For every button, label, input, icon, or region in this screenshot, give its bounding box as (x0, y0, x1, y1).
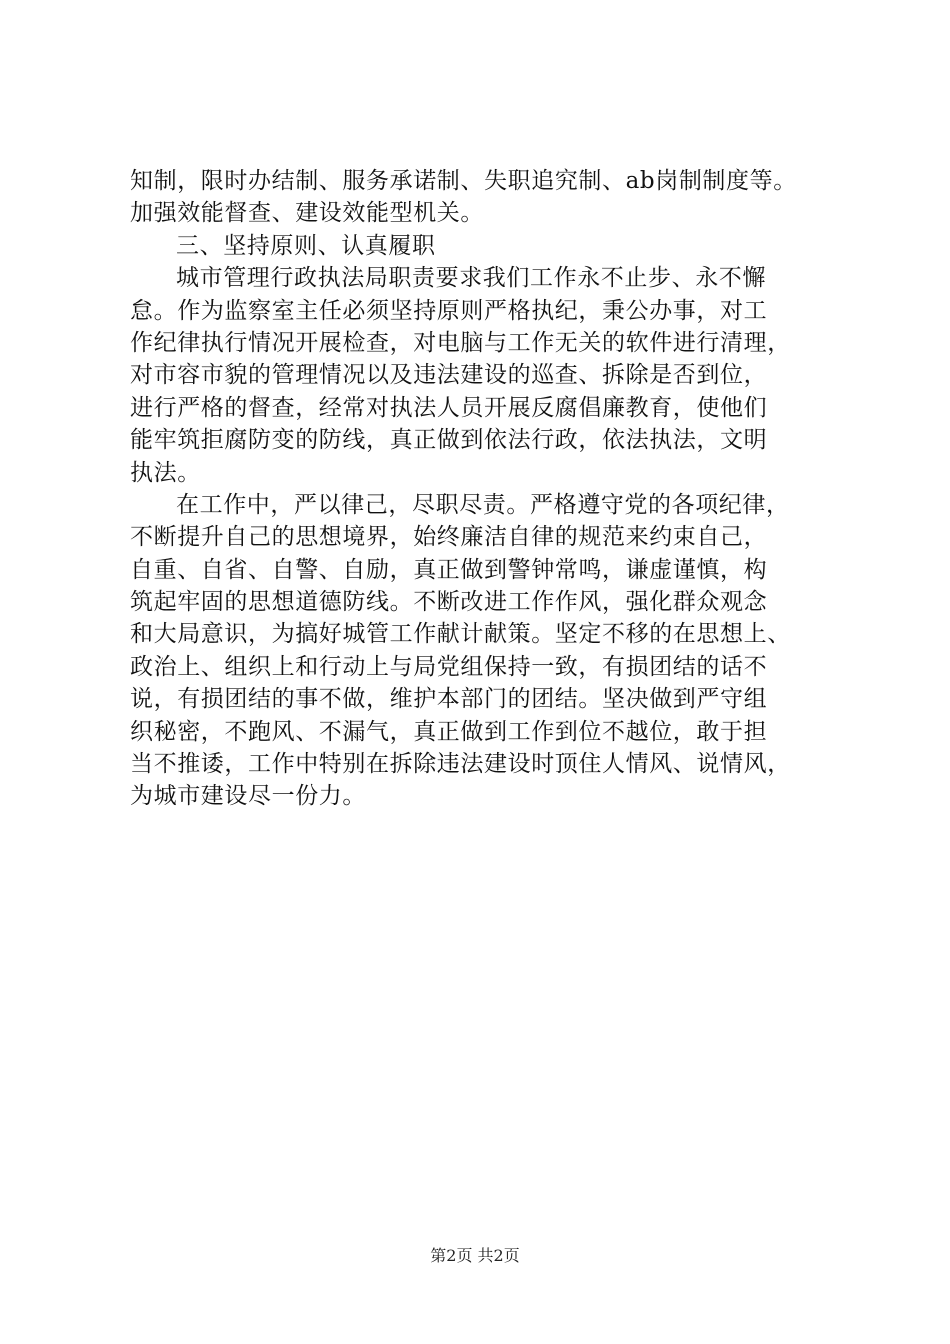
paragraph-line: 对市容市貌的管理情况以及违法建设的巡查、拆除是否到位， (130, 362, 768, 389)
section-heading: 三、坚持原则、认真履职 (176, 232, 436, 259)
document-body (130, 165, 845, 813)
paragraph-line: 加强效能督查、建设效能型机关。 (130, 200, 484, 227)
paragraph-line: 知制，限时办结制、服务承诺制、失职追究制、ab岗制制度等。 (130, 168, 797, 194)
paragraph-line: 和大局意识，为搞好城管工作献计献策。坚定不移的在思想上、 (130, 621, 791, 648)
paragraph-line: 说，有损团结的事不做，维护本部门的团结。坚决做到严守组 (130, 686, 768, 713)
paragraph-line: 作纪律执行情况开展检查，对电脑与工作无关的软件进行清理， (130, 329, 791, 356)
paragraph-line: 为城市建设尽一份力。 (130, 783, 366, 810)
paragraph-line: 能牢筑拒腐防变的防线，真正做到依法行政，依法执法，文明 (130, 427, 768, 454)
paragraph-line: 怠。作为监察室主任必须坚持原则严格执纪，秉公办事，对工 (130, 297, 768, 324)
paragraph-line: 当不推诿，工作中特别在拆除违法建设时顶住人情风、说情风， (130, 751, 791, 778)
paragraph-line: 织秘密，不跑风、不漏气，真正做到工作到位不越位，敢于担 (130, 718, 768, 745)
paragraph-line: 政治上、组织上和行动上与局党组保持一致，有损团结的话不 (130, 653, 768, 680)
page-footer: 第2页 共2页 (430, 1246, 520, 1265)
paragraph-line: 执法。 (130, 459, 201, 486)
paragraph-line: 进行严格的督查，经常对执法人员开展反腐倡廉教育，使他们 (130, 394, 768, 421)
paragraph-line: 不断提升自己的思想境界，始终廉洁自律的规范来约束自己， (130, 524, 768, 551)
paragraph-line: 在工作中，严以律己，尽职尽责。严格遵守党的各项纪律， (176, 491, 790, 518)
paragraph-line: 城市管理行政执法局职责要求我们工作永不止步、永不懈 (176, 265, 766, 292)
paragraph-line: 筑起牢固的思想道德防线。不断改进工作作风，强化群众观念 (130, 589, 768, 616)
paragraph-line: 自重、自省、自警、自励，真正做到警钟常鸣，谦虚谨慎，构 (130, 556, 768, 583)
